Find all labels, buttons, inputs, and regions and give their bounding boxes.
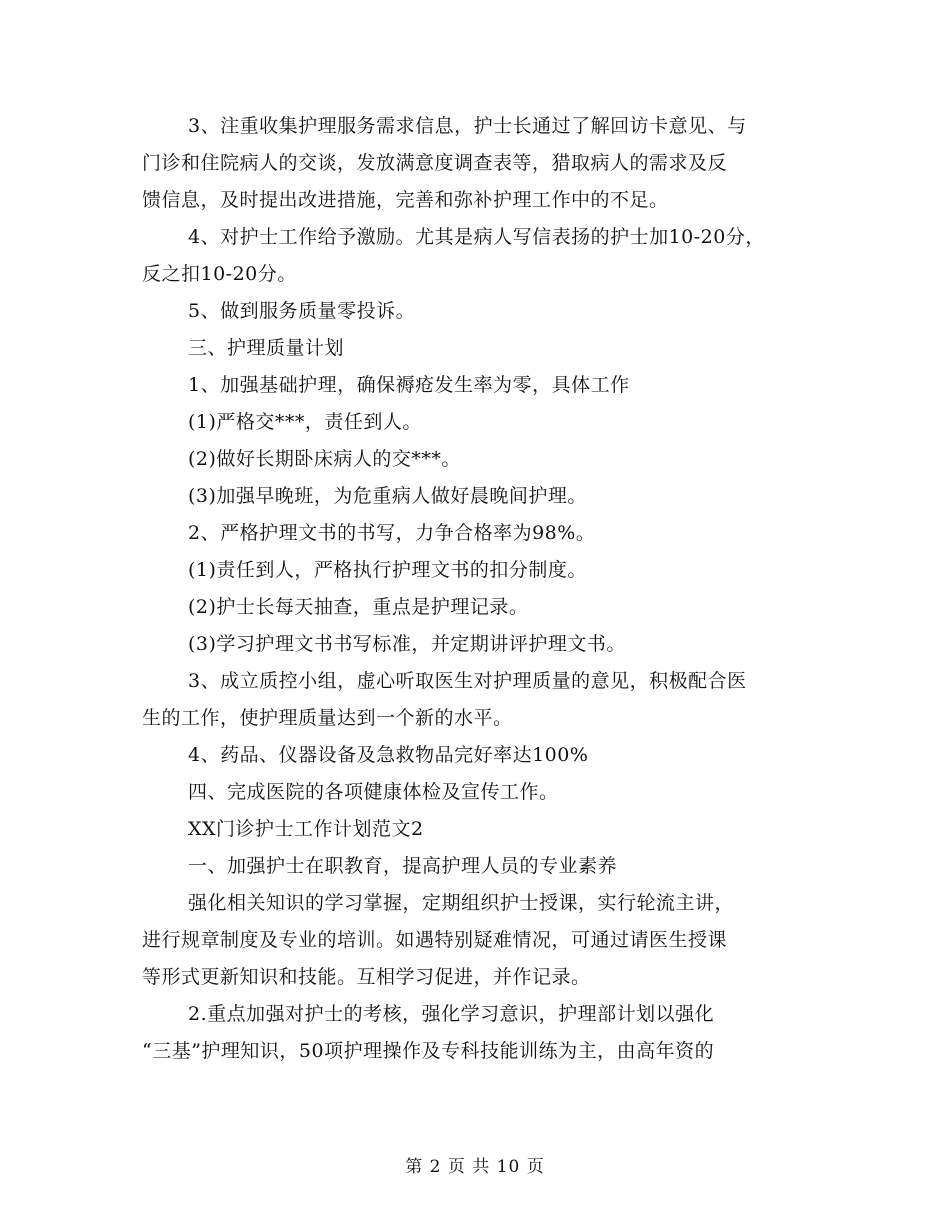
text-line: (1)严格交***，责任到人。 (188, 411, 422, 433)
document-body (142, 108, 812, 1070)
text-line: (2)护士长每天抽查，重点是护理记录。 (188, 596, 529, 618)
text-line: 进行规章制度及专业的培训。如遇特别疑难情况，可通过请医生授课 (142, 929, 728, 951)
text-line: 馈信息，及时提出改进措施，完善和弥补护理工作中的不足。 (142, 189, 669, 211)
text-line: 2、严格护理文书的书写，力争合格率为98%。 (188, 522, 596, 544)
text-line: 5、做到服务质量零投诉。 (188, 300, 416, 322)
text-line: 1、加强基础护理，确保褥疮发生率为零，具体工作 (188, 374, 630, 396)
text-line: 一、加强护士在职教育，提高护理人员的专业素养 (188, 855, 618, 877)
text-line: 2.重点加强对护士的考核，强化学习意识，护理部计划以强化 (188, 1003, 715, 1025)
page-footer: 第 2 页 共 10 页 (405, 1157, 545, 1177)
text-line: 反之扣10-20分。 (142, 263, 297, 285)
text-line: 生的工作，使护理质量达到一个新的水平。 (142, 707, 513, 729)
text-line: (3)加强早晚班，为危重病人做好晨晚间护理。 (188, 485, 587, 507)
text-line: XX门诊护士工作计划范文2 (188, 818, 424, 840)
text-line: “三基”护理知识，50项护理操作及专科技能训练为主，由高年资的 (142, 1040, 715, 1062)
text-line: 4、对护士工作给予激励。尤其是病人写信表扬的护士加10-20分， (188, 226, 765, 248)
text-line: 3、注重收集护理服务需求信息，护士长通过了解回访卡意见、与 (188, 115, 747, 137)
text-line: 4、药品、仪器设备及急救物品完好率达100% (188, 744, 589, 766)
text-line: (1)责任到人，严格执行护理文书的扣分制度。 (188, 559, 587, 581)
text-line: 等形式更新知识和技能。互相学习促进，并作记录。 (142, 966, 591, 988)
text-line: 3、成立质控小组，虚心听取医生对护理质量的意见，积极配合医 (188, 670, 747, 692)
text-line: 强化相关知识的学习掌握，定期组织护士授课，实行轮流主讲， (188, 892, 735, 914)
text-line: 四、完成医院的各项健康体检及宣传工作。 (188, 781, 559, 803)
text-line: (3)学习护理文书书写标准，并定期讲评护理文书。 (188, 633, 626, 655)
text-line: 门诊和住院病人的交谈，发放满意度调查表等，猎取病人的需求及反 (142, 152, 728, 174)
text-line: 三、护理质量计划 (188, 337, 345, 359)
text-line: (2)做好长期卧床病人的交***。 (188, 448, 461, 470)
